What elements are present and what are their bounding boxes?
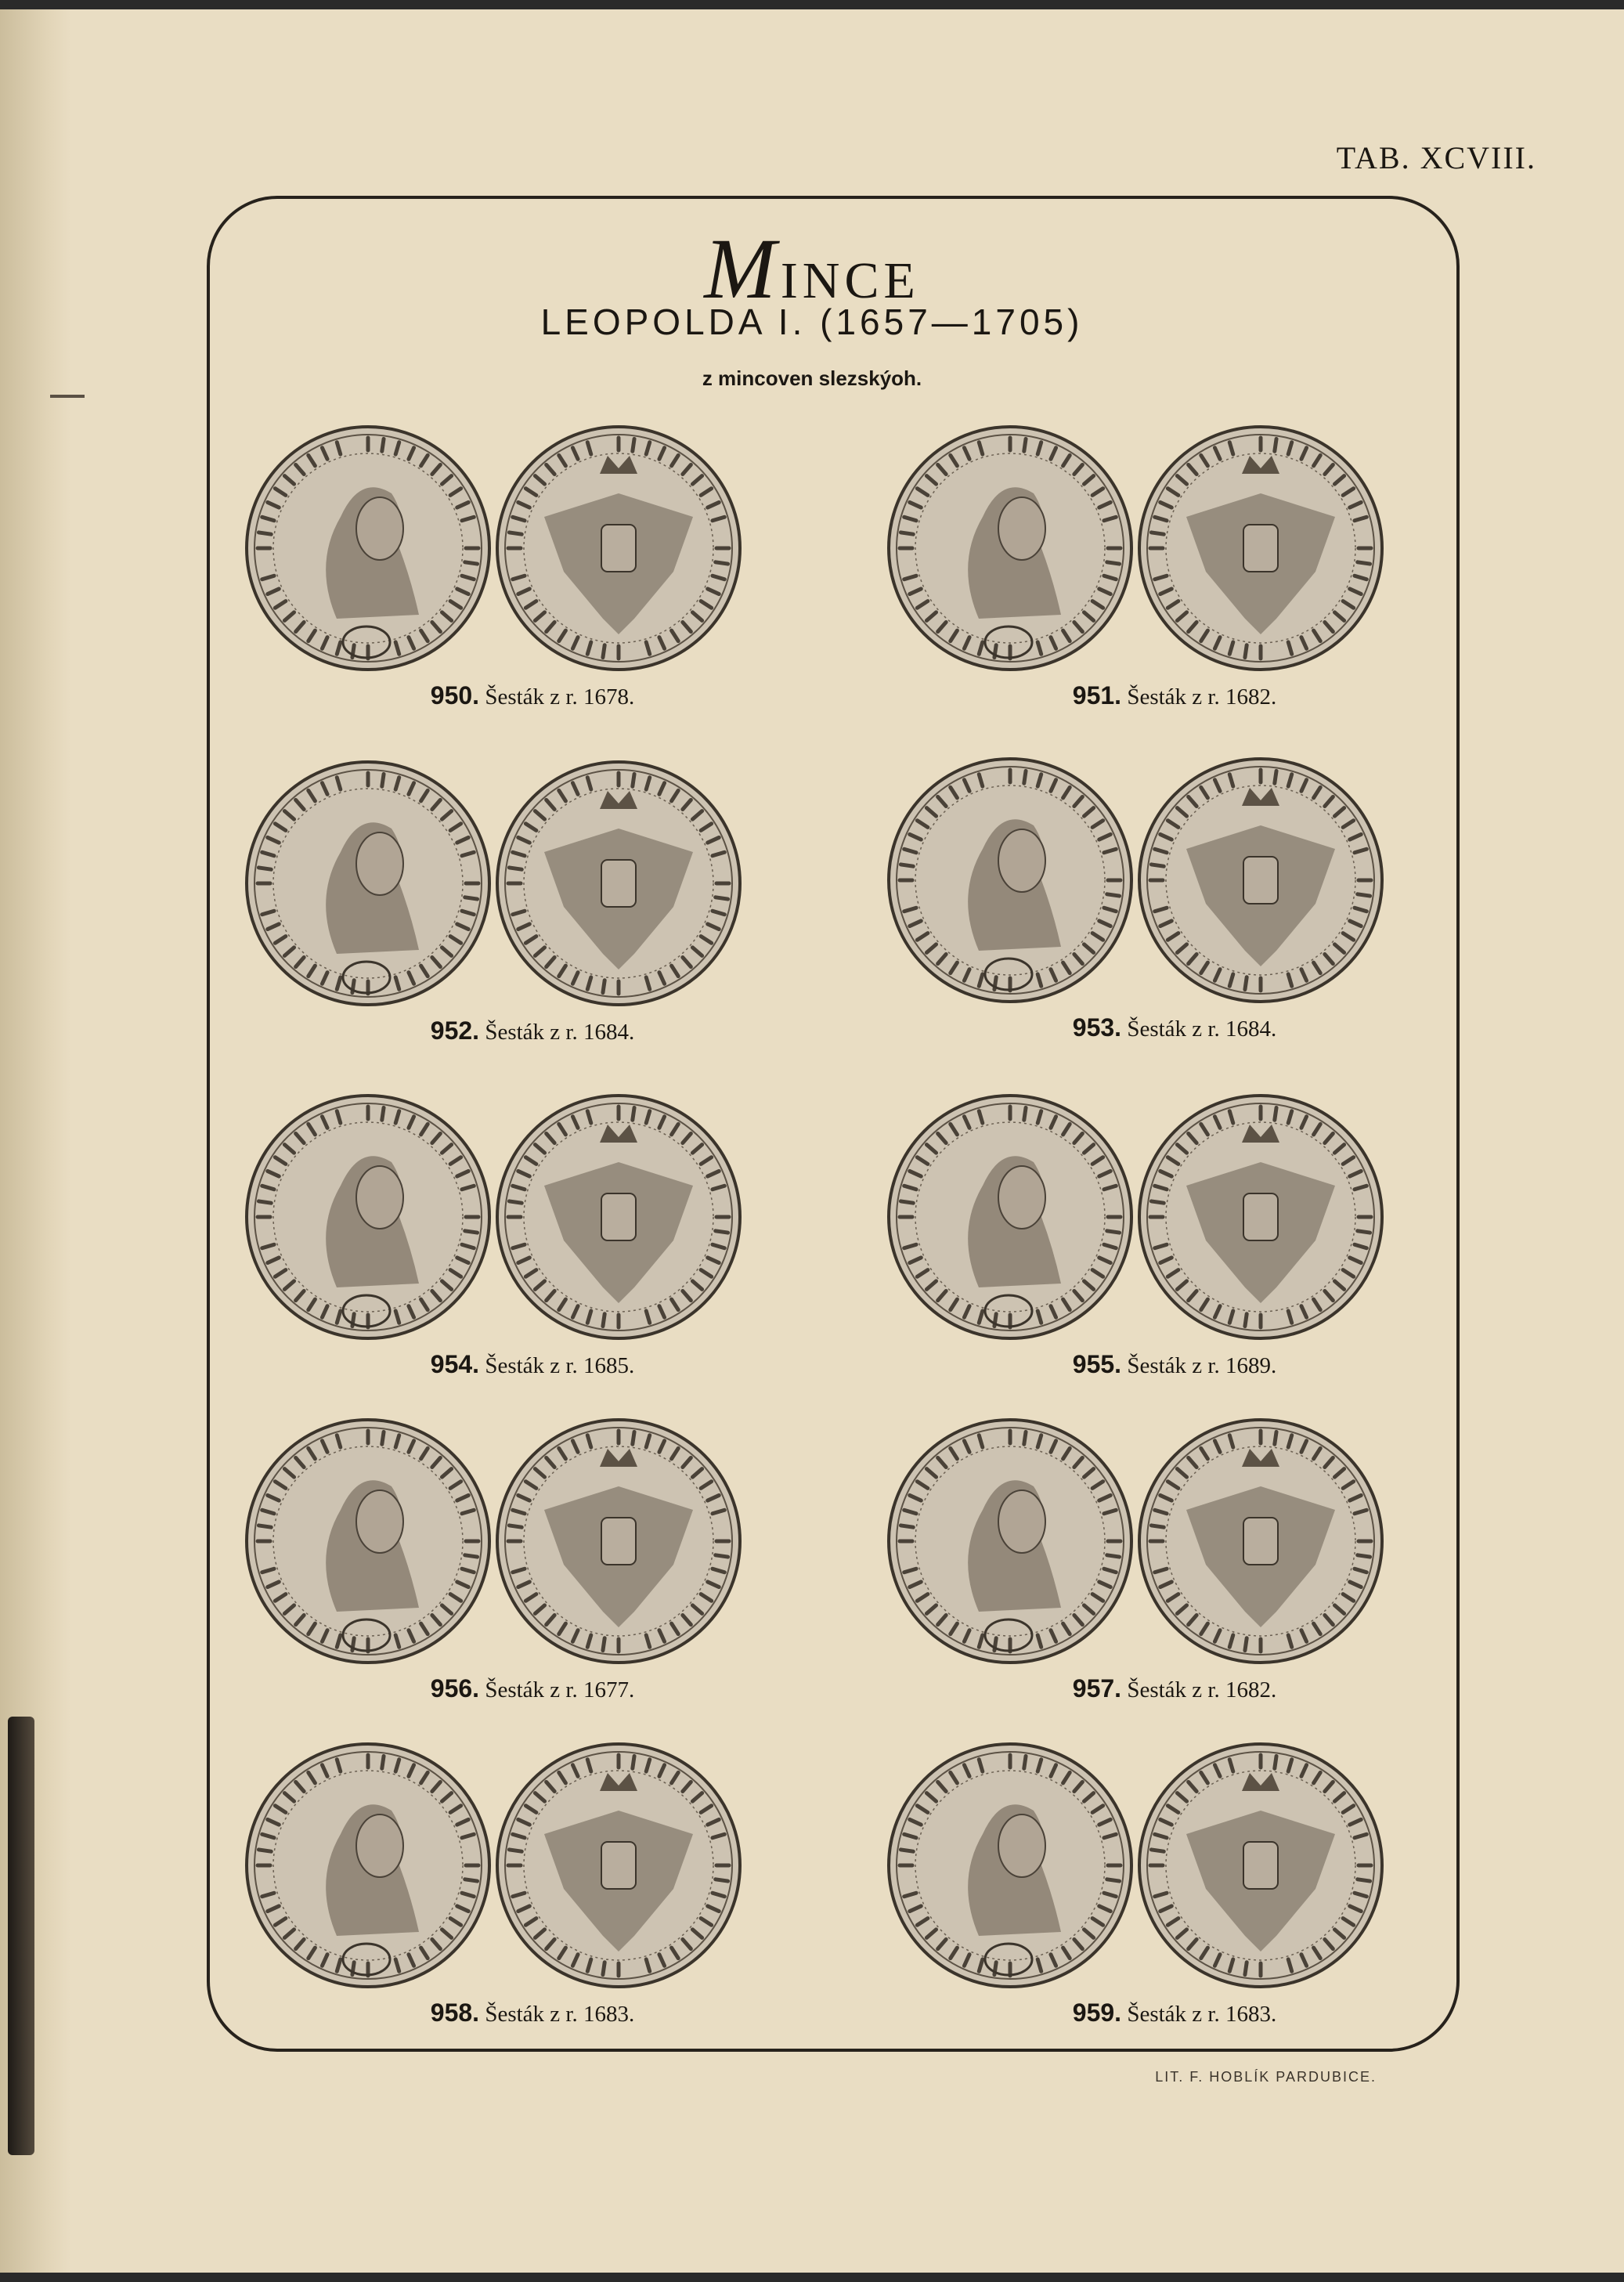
coin-reverse — [1139, 1744, 1382, 1987]
coin-obverse — [889, 427, 1131, 670]
coin-label: Šesták z r. 1689. — [1127, 1353, 1277, 1378]
eagle-shield — [601, 1518, 636, 1565]
portrait-head — [998, 829, 1045, 892]
eagle-shield — [1243, 1842, 1278, 1889]
portrait-head — [998, 1490, 1045, 1553]
coin-caption — [235, 1999, 830, 2027]
coin-label: Šesták z r. 1682. — [1127, 684, 1277, 710]
coin-reverse — [497, 1420, 740, 1663]
coin-number: 957. — [1072, 1674, 1122, 1702]
coin-reverse — [497, 427, 740, 670]
coin-label: Šesták z r. 1677. — [485, 1677, 635, 1702]
coin-illustration — [235, 1740, 830, 1999]
coin-caption — [235, 681, 830, 710]
coin-label: Šesták z r. 1683. — [485, 2002, 635, 2027]
coin-number: 959. — [1072, 1999, 1122, 2027]
coin-pair-958 — [235, 1740, 830, 2027]
eagle-shield — [1243, 525, 1278, 572]
coin-obverse — [889, 1096, 1131, 1338]
coin-illustration — [877, 423, 1472, 681]
coin-illustration — [877, 755, 1472, 1013]
printer-imprint: LIT. F. HOBLÍK PARDUBICE. — [1155, 2069, 1377, 2085]
portrait-head — [356, 1490, 403, 1553]
coin-obverse — [247, 427, 489, 670]
eagle-shield — [601, 525, 636, 572]
coin-caption — [235, 1016, 830, 1045]
coin-caption — [235, 1674, 830, 1703]
portrait-head — [998, 1166, 1045, 1229]
coin-reverse — [497, 1744, 740, 1987]
coin-caption — [877, 681, 1472, 710]
coin-reverse — [497, 1096, 740, 1338]
coin-obverse — [247, 1420, 489, 1663]
coin-reverse — [1139, 759, 1382, 1002]
coin-label: Šesták z r. 1682. — [1127, 1677, 1277, 1702]
coin-number: 952. — [430, 1016, 480, 1045]
coin-obverse — [247, 762, 489, 1005]
coin-caption — [877, 1013, 1472, 1042]
portrait-head — [356, 1814, 403, 1877]
coin-reverse — [497, 762, 740, 1005]
coin-number: 954. — [430, 1350, 480, 1378]
portrait-head — [356, 832, 403, 895]
coin-illustration — [877, 1740, 1472, 1999]
portrait-head — [356, 1166, 403, 1229]
coin-caption — [877, 1350, 1472, 1379]
eagle-shield — [1243, 857, 1278, 904]
coin-label: Šesták z r. 1685. — [485, 1353, 635, 1378]
coin-illustration — [235, 758, 830, 1016]
coin-pair-955 — [877, 1092, 1472, 1378]
coin-pair-959 — [877, 1740, 1472, 2027]
eagle-shield — [601, 1193, 636, 1240]
coin-number: 958. — [430, 1999, 480, 2027]
coin-illustration — [877, 1092, 1472, 1350]
coin-pair-956 — [235, 1416, 830, 1702]
coin-obverse — [247, 1744, 489, 1987]
coin-number: 951. — [1072, 681, 1122, 710]
coin-obverse — [247, 1096, 489, 1338]
coin-number: 953. — [1072, 1013, 1122, 1042]
coin-label: Šesták z r. 1678. — [485, 684, 635, 710]
portrait-head — [998, 1814, 1045, 1877]
title-initial: M — [704, 221, 781, 316]
coin-pair-957 — [877, 1416, 1472, 1702]
coin-illustration — [235, 1416, 830, 1674]
eagle-shield — [1243, 1518, 1278, 1565]
eagle-shield — [601, 1842, 636, 1889]
coin-label: Šesták z r. 1684. — [1127, 1016, 1277, 1042]
eagle-shield — [1243, 1193, 1278, 1240]
portrait-head — [998, 497, 1045, 560]
coin-caption — [877, 1674, 1472, 1703]
coin-obverse — [889, 1420, 1131, 1663]
coin-illustration — [877, 1416, 1472, 1674]
binding-edge — [8, 1717, 34, 2155]
coin-number: 950. — [430, 681, 480, 710]
plate-subtitle: LEOPOLDA I. (1657—1705) — [540, 301, 1084, 342]
coin-pair-950 — [235, 423, 830, 710]
coin-pair-952 — [235, 758, 830, 1045]
coin-reverse — [1139, 1420, 1382, 1663]
coin-caption — [235, 1350, 830, 1379]
coin-illustration — [235, 423, 830, 681]
coin-obverse — [889, 759, 1131, 1002]
coin-reverse — [1139, 427, 1382, 670]
coin-pair-951 — [877, 423, 1472, 710]
coin-pair-954 — [235, 1092, 830, 1378]
margin-mark — [50, 395, 85, 398]
coin-label: Šesták z r. 1684. — [485, 1020, 635, 1045]
coin-number: 956. — [430, 1674, 480, 1702]
coin-pair-953 — [877, 755, 1472, 1042]
plate-number: TAB. XCVIII. — [1336, 140, 1536, 175]
coin-obverse — [889, 1744, 1131, 1987]
portrait-head — [356, 497, 403, 560]
coin-caption — [877, 1999, 1472, 2027]
eagle-shield — [601, 860, 636, 907]
coin-number: 955. — [1072, 1350, 1122, 1378]
coin-illustration — [235, 1092, 830, 1350]
coin-reverse — [1139, 1096, 1382, 1338]
coin-label: Šesták z r. 1683. — [1127, 2002, 1277, 2027]
plate-note: z mincoven slezskýoh. — [702, 366, 922, 390]
title-rest: INCE — [780, 252, 920, 309]
